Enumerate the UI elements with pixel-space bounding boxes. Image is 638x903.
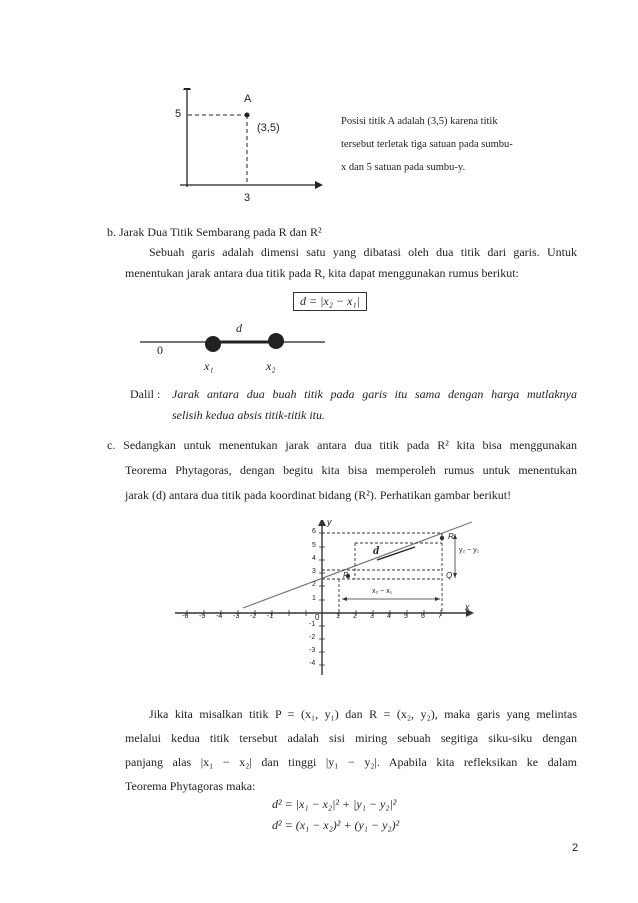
para2-line3: panjang alas |x₁ − x₂| dan tinggi |y₁ − y₂|. Apabila kita refleksikan ke dalam xyxy=(125,755,577,769)
fig2-x-axis-label: x xyxy=(465,602,470,612)
x-tick-3: 3 xyxy=(244,192,251,204)
fig2-y-tick-label: -4 xyxy=(309,660,316,667)
fig2-x-tick-label: -4 xyxy=(216,613,223,620)
number-line-zero: 0 xyxy=(157,343,163,357)
y-tick-5: 5 xyxy=(175,108,182,120)
caption-line: tersebut terletak tiga satuan pada sumbu- xyxy=(341,139,513,150)
fig2-x-tick-label: 5 xyxy=(404,613,408,620)
fig2-d-label: d xyxy=(373,543,379,557)
distance-formula-box xyxy=(293,292,367,311)
number-line-d-label: d xyxy=(236,321,242,335)
caption-line: Posisi titik A adalah (3,5) karena titik xyxy=(341,116,498,127)
para2-line1: Jika kita misalkan titik P = (x₁, y₁) dan R = (x₂, y₂), maka garis yang melintas xyxy=(149,707,577,721)
fig1-caption xyxy=(341,110,513,179)
fig2-y-tick-label: -1 xyxy=(309,621,316,628)
fig2-point-q: Q xyxy=(446,571,453,580)
fig2-x-tick-label: 6 xyxy=(421,613,425,620)
fig2-point-p: P xyxy=(343,571,349,580)
fig2-x-tick-label: 1 xyxy=(336,613,340,620)
fig2-y-tick-label: 4 xyxy=(312,555,316,562)
dalil-line2: selisih kedua absis titik-titik itu. xyxy=(172,408,325,422)
distance-formula: d = |x₂ − x₁| xyxy=(300,294,360,308)
fig2-origin: 0 xyxy=(315,613,320,622)
fig2-y-axis-label: y xyxy=(327,517,332,527)
fig2-y-tick-label: 3 xyxy=(312,568,316,575)
section-c-line1: c. Sedangkan untuk menentukan jarak antara dua titik pada R² kita bisa menggunakan xyxy=(107,438,577,452)
fig2-y-tick-label: 1 xyxy=(312,595,316,602)
fig2-y-tick-label: 6 xyxy=(312,528,316,535)
page-number: 2 xyxy=(572,842,579,854)
fig2-x-tick-label: 3 xyxy=(370,613,374,620)
number-line-figure xyxy=(140,322,330,362)
para2-line2: melalui kedua titik tersebut adalah sisi miring sebuah segitiga siku-siku dengan xyxy=(125,731,577,745)
number-line-x1: x₁ xyxy=(204,359,214,373)
dalil-line1: Jarak antara dua buah titik pada garis itu sama dengan harga mutlaknya xyxy=(172,387,577,401)
section-c-line2: Teorema Phytagoras, dengan begitu kita bisa memperoleh rumus untuk menentukan xyxy=(125,463,577,477)
number-line-x2: x₂ xyxy=(266,359,276,373)
fig2-height-label: y₂ − y₁ xyxy=(459,547,480,554)
fig2-y-tick-label: -3 xyxy=(309,647,316,654)
fig2-x-tick-label: 2 xyxy=(353,613,357,620)
caption-line: x dan 5 satuan pada sumbu-y. xyxy=(341,162,466,173)
figure-pythagoras-graph xyxy=(170,520,480,680)
equation-2: d² = (x₁ − x₂)² + (y₁ − y₂)² xyxy=(272,818,400,832)
point-a-label: A xyxy=(244,93,252,105)
fig2-x-tick-label: -5 xyxy=(199,613,206,620)
equation-1: d² = |x₁ − x₂|² + |y₁ − y₂|² xyxy=(272,797,397,811)
section-c-line3: jarak (d) antara dua titik pada koordinat bidang (R²). Perhatikan gambar berikut! xyxy=(125,488,512,502)
para2-line4: Teorema Phytagoras maka: xyxy=(125,779,256,793)
fig2-y-tick-label: 5 xyxy=(312,542,316,549)
fig2-x-tick-label: -3 xyxy=(233,613,240,620)
section-b-para-line2: menentukan jarak antara dua titik pada R, kita dapat menggunakan rumus berikut: xyxy=(125,266,519,280)
fig2-point-r: R xyxy=(448,532,454,541)
fig2-y-tick-label: -2 xyxy=(309,634,316,641)
fig2-x-tick-label: -2 xyxy=(250,613,257,620)
coord-label: (3,5) xyxy=(257,122,280,134)
fig2-x-tick-label: 4 xyxy=(387,613,391,620)
fig2-x-tick-label: -6 xyxy=(182,613,189,620)
fig2-x-tick-label: -1 xyxy=(267,613,274,620)
fig2-base-label: x₂ − x₁ xyxy=(372,588,393,595)
section-b-para-line1: Sebuah garis adalah dimensi satu yang dibatasi oleh dua titik dari garis. Untuk xyxy=(149,245,577,259)
fig2-y-tick-label: 2 xyxy=(312,581,316,588)
section-b-heading: b. Jarak Dua Titik Sembarang pada R dan R² xyxy=(107,225,322,239)
dalil-label: Dalil : xyxy=(130,387,161,401)
fig2-x-tick-label: 7 xyxy=(438,613,442,620)
